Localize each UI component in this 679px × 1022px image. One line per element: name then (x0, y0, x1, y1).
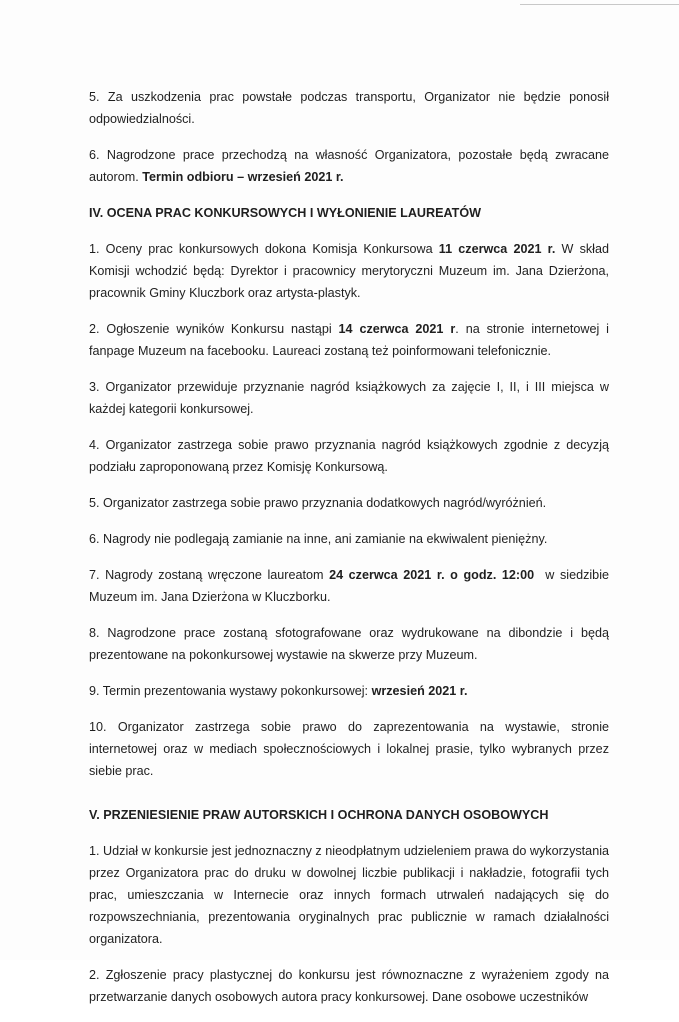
paragraph-section4-item2 (89, 318, 613, 362)
exhibition-date: wrzesień 2021 r. (371, 684, 468, 698)
paragraph-text: 1. Udział w konkursie jest jednoznaczny z nieodpłatnym udzieleniem prawa do wykorzystania przez Organizatora prac do druku w dowolnej liczbie publikacji i nakładzie, fotografii tych prac, umieszczania w Internecie oraz innych formach utrwaleń nadających się do rozpowszechniania, prezentowania oryginalnych prac publicznie w ramach działalności organizatora. (89, 844, 613, 946)
paragraph-text: 9. Termin prezentowania wystawy pokonkursowej: (89, 684, 372, 698)
paragraph-section4-item4 (89, 434, 613, 478)
award-ceremony-date: 24 czerwca 2021 r. o godz. 12:00 (329, 568, 535, 582)
paragraph-text: 5. Za uszkodzenia prac powstałe podczas transportu, Organizator nie będzie ponosił odpowiedzialności. (89, 90, 613, 126)
pickup-deadline: Termin odbioru – wrzesień 2021 r. (142, 170, 344, 184)
paragraph-text: W skład Komisji wchodzić będą: Dyrektor i pracownicy merytoryczni Muzeum im. Jana Dzierżona, pracownik Gminy Kluczbork oraz artysta-plastyk. (89, 242, 613, 300)
paragraph-section4-item9 (89, 680, 609, 702)
paragraph-text: 4. Organizator zastrzega sobie prawo przyznania nagród książkowych zgodnie z decyzją podziału zaproponowaną przez Komisję Konkursową. (89, 438, 613, 474)
paragraph-text: 3. Organizator przewiduje przyznanie nagród książkowych za zajęcie I, II, i III miejsca w każdej kategorii konkursowej. (89, 380, 613, 416)
paragraph-text: 10. Organizator zastrzega sobie prawo do zaprezentowania na wystawie, stronie internetowej oraz w mediach społecznościowych i lokalnej prasie, tylko wybranych przez siebie prac. (89, 720, 613, 778)
paragraph-section4-item3 (89, 376, 613, 420)
section-heading-v: V. PRZENIESIENIE PRAW AUTORSKICH I OCHRONA DANYCH OSOBOWYCH (89, 808, 549, 822)
paragraph-text: 2. Zgłoszenie pracy plastycznej do konkursu jest równoznaczne z wyrażeniem zgody na przetwarzanie danych osobowych autora pracy konkursowej. Dane osobowe uczestników (89, 968, 613, 1004)
paragraph-text: 6. Nagrody nie podlegają zamianie na inne, ani zamianie na ekwiwalent pieniężny. (89, 532, 548, 546)
paragraph-section5-item1 (89, 840, 613, 950)
paragraph-section4-item6 (89, 528, 609, 550)
results-date: 14 czerwca 2021 r (338, 322, 456, 336)
document-body (89, 86, 613, 1022)
paragraph-section4-item5 (89, 492, 609, 514)
paragraph-text: 6. Nagrodzone prace przechodzą na własność Organizatora, pozostałe będą zwracane autorom. (89, 148, 613, 184)
paragraph-section4-item7 (89, 564, 613, 608)
paragraph-text: 8. Nagrodzone prace zostaną sfotografowane oraz wydrukowane na dibondzie i będą prezentowane na pokonkursowej wystawie na skwerze przy Muzeum. (89, 626, 613, 662)
judging-date: 11 czerwca 2021 r. (438, 242, 556, 256)
top-edge-line (520, 4, 679, 5)
section-heading-iv: IV. OCENA PRAC KONKURSOWYCH I WYŁONIENIE LAUREATÓW (89, 206, 482, 220)
paragraph-section4-item10 (89, 716, 613, 782)
paragraph-text: 7. Nagrody zostaną wręczone laureatom (89, 568, 330, 582)
paragraph-section3-item6 (89, 144, 613, 188)
paragraph-text: 1. Oceny prac konkursowych dokona Komisja Konkursowa (89, 242, 439, 256)
paragraph-text: . na stronie internetowej i fanpage Muzeum na facebooku. Laureaci zostaną też poinformowani telefonicznie. (89, 322, 613, 358)
paragraph-section4-item8 (89, 622, 613, 666)
paragraph-text: 5. Organizator zastrzega sobie prawo przyznania dodatkowych nagród/wyróżnień. (89, 496, 547, 510)
paragraph-section3-item5 (89, 86, 613, 130)
paragraph-text: w siedzibie Muzeum im. Jana Dzierżona w Kluczborku. (89, 568, 613, 604)
paragraph-section5-item2 (89, 964, 613, 1008)
paragraph-section4-item1 (89, 238, 613, 304)
paragraph-text: 2. Ogłoszenie wyników Konkursu nastąpi (89, 322, 339, 336)
